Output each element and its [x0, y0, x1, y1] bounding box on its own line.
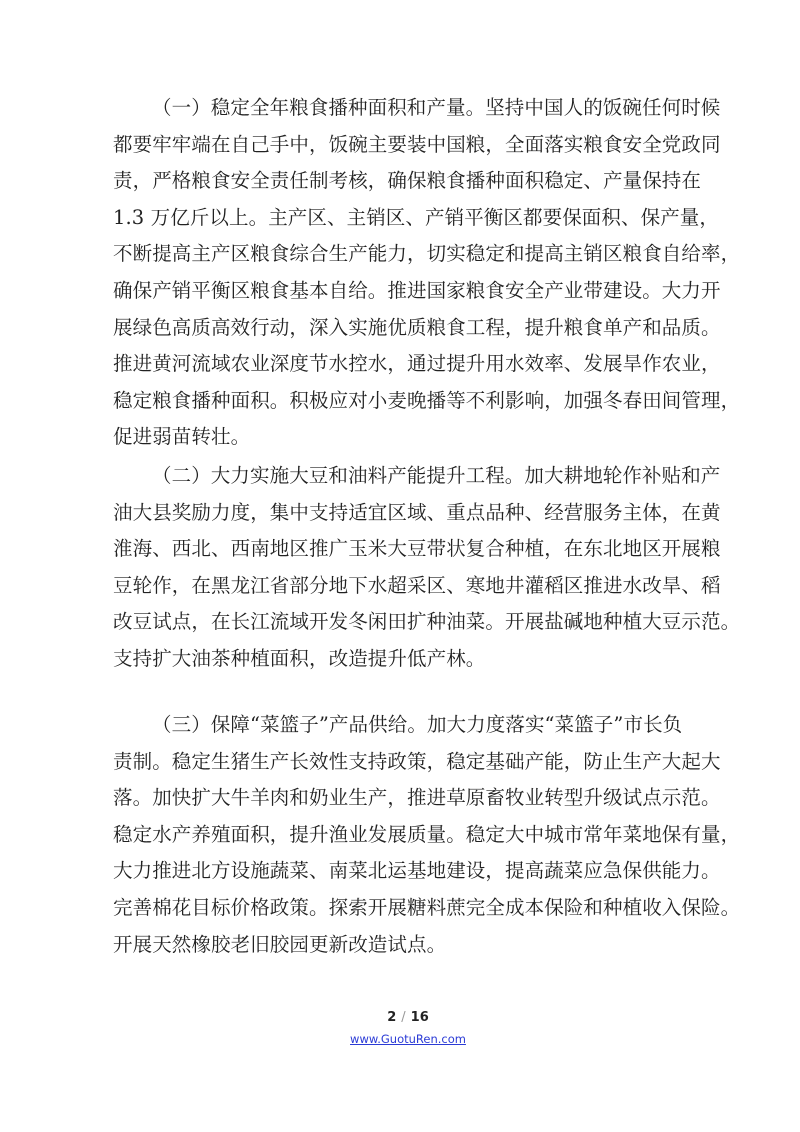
text-line: 不断提高主产区粮食综合生产能力，切实稳定和提高主销区粮食自给率，	[113, 242, 741, 266]
paragraph-1	[113, 90, 741, 456]
text-line: 大力推进北方设施蔬菜、南菜北运基地建设，提高蔬菜应急保供能力。	[113, 859, 721, 883]
text-line: 完善棉花目标价格政策。探索开展糖料蔗完全成本保险和种植收入保险。	[113, 895, 741, 919]
text-line: （二）大力实施大豆和油料产能提升工程。加大耕地轮作补贴和产	[152, 464, 721, 487]
page-current: 2	[387, 1010, 397, 1025]
text-line: 淮海、西北、西南地区推广玉米大豆带状复合种植，在东北地区开展粮	[113, 537, 721, 561]
page-total: 16	[410, 1010, 429, 1025]
text-line: 推进黄河流域农业深度节水控水，通过提升用水效率、发展旱作农业，	[113, 352, 721, 376]
website-link[interactable]: www.GuotuRen.com	[350, 1032, 466, 1046]
paragraph-3	[113, 707, 741, 963]
text-line: 支持扩大油茶种植面积，改造提升低产林。	[113, 646, 486, 670]
text-line: 展绿色高质高效行动，深入实施优质粮食工程，提升粮食单产和品质。	[113, 315, 721, 339]
text-line: 1.3 万亿斤以上。主产区、主销区、产销平衡区都要保面积、保产量，	[113, 205, 720, 229]
text-line: 落。加快扩大牛羊肉和奶业生产，推进草原畜牧业转型升级试点示范。	[113, 786, 721, 810]
text-line: 开展天然橡胶老旧胶园更新改造试点。	[113, 932, 447, 956]
text-line: 都要牢牢端在自己手中，饭碗主要装中国粮，全面落实粮食安全党政同	[113, 132, 721, 156]
text-line: 豆轮作，在黑龙江省部分地下水超采区、寒地井灌稻区推进水改旱、稻	[113, 573, 721, 597]
text-line: 责制。稳定生猪生产长效性支持政策，稳定基础产能，防止生产大起大	[113, 749, 721, 773]
page-number	[0, 1010, 800, 1025]
text-line: 确保产销平衡区粮食基本自给。推进国家粮食安全产业带建设。大力开	[113, 278, 721, 302]
text-line: 促进弱苗转壮。	[113, 425, 251, 449]
text-line: （一）稳定全年粮食播种面积和产量。坚持中国人的饭碗任何时候	[152, 96, 721, 119]
text-line: 责，严格粮食安全责任制考核，确保粮食播种面积稳定、产量保持在	[113, 169, 702, 193]
text-line: 改豆试点，在长江流域开发冬闲田扩种油菜。开展盐碱地种植大豆示范。	[113, 610, 741, 634]
text-line: 稳定水产养殖面积，提升渔业发展质量。稳定大中城市常年菜地保有量，	[113, 822, 741, 846]
text-line: （三）保障“菜篮子”产品供给。加大力度落实“菜篮子”市长负	[152, 713, 683, 736]
page-separator: /	[401, 1010, 406, 1025]
text-line: 油大县奖励力度，集中支持适宜区域、重点品种、经营服务主体，在黄	[113, 500, 721, 524]
footer-link-container	[0, 1032, 800, 1046]
text-line: 稳定粮食播种面积。积极应对小麦晚播等不利影响，加强冬春田间管理，	[113, 388, 741, 412]
paragraph-2	[113, 458, 741, 678]
